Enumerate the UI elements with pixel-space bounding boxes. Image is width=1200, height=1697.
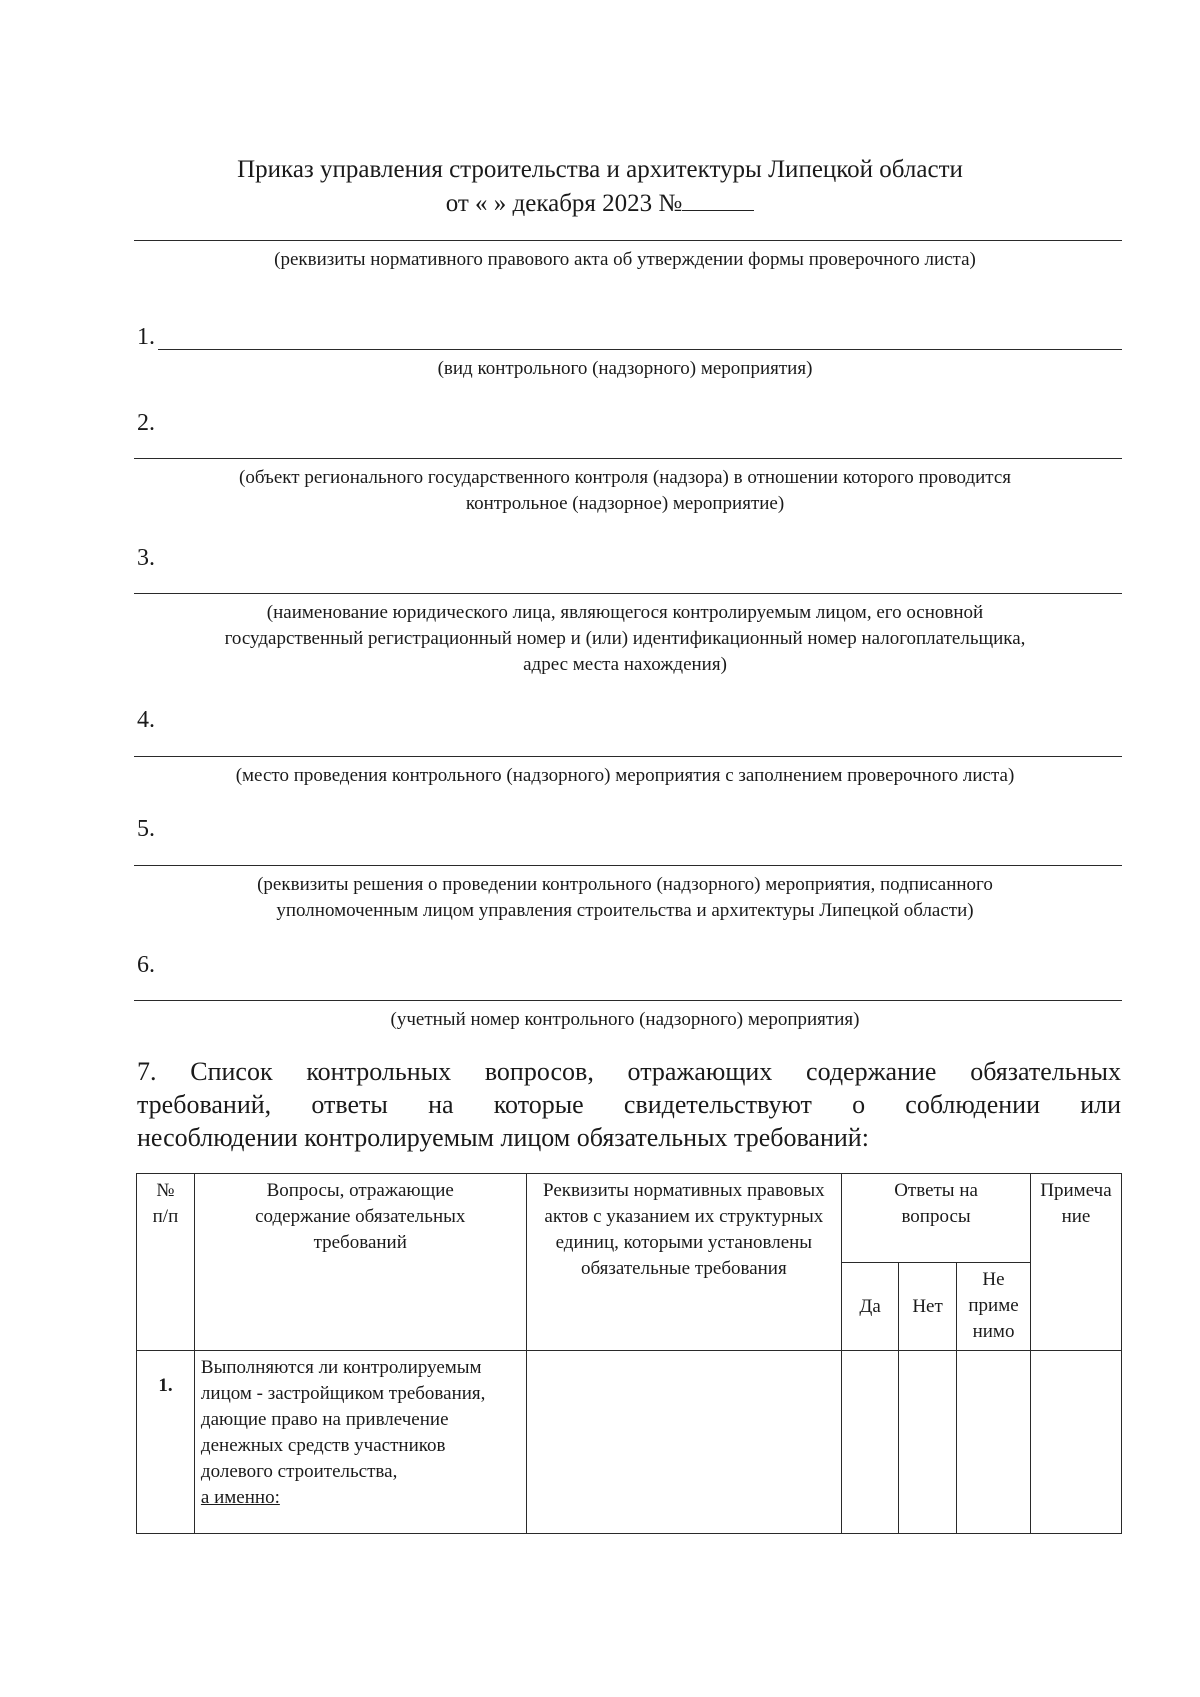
header-na-label-2: приме bbox=[968, 1295, 1019, 1316]
item-3-number: 3. bbox=[137, 545, 155, 571]
item-1-line[interactable] bbox=[158, 349, 1122, 350]
header-number-label-2: п/п bbox=[152, 1206, 179, 1227]
requisites-line[interactable] bbox=[134, 240, 1122, 241]
section-7-line-3: несоблюдении контролируемым лицом обязательных требований: bbox=[137, 1123, 869, 1152]
item-3-line[interactable] bbox=[134, 593, 1122, 594]
item-4-number: 4. bbox=[137, 707, 155, 733]
row-1-requisites-cell[interactable] bbox=[526, 1351, 842, 1534]
item-2-number: 2. bbox=[137, 410, 155, 436]
document-title: Приказ управления строительства и архитектуры Липецкой области bbox=[237, 156, 963, 183]
item-2-caption-line2: контрольное (надзорное) мероприятие) bbox=[465, 493, 785, 514]
item-3-caption-line1: (наименование юридического лица, являющегося контролируемым лицом, его основной bbox=[266, 602, 984, 623]
table-header-row-1 bbox=[137, 1174, 1122, 1263]
item-6-caption: (учетный номер контрольного (надзорного) мероприятия) bbox=[390, 1009, 860, 1030]
item-6-line[interactable] bbox=[134, 1000, 1122, 1001]
header-na-label-3: нимо bbox=[972, 1321, 1015, 1342]
header-note-label-2: ние bbox=[1061, 1206, 1091, 1227]
header-note-cell bbox=[1030, 1174, 1121, 1351]
row-1-question-text: Выполняются ли контролируемым лицом - застройщиком требования, дающие право на привлечение денежных средств участников долевого строительства, bbox=[200, 1357, 486, 1482]
header-na-label-1: Не bbox=[982, 1269, 1005, 1290]
row-1-question-underlined: а именно: bbox=[200, 1487, 280, 1508]
header-no-cell: Нет bbox=[899, 1263, 957, 1351]
item-1-caption: (вид контрольного (надзорного) мероприятия) bbox=[437, 358, 813, 379]
section-7-line-1: 7. Список контрольных вопросов, отражающих содержание обязательных bbox=[137, 1057, 1121, 1086]
header-questions-cell: Вопросы, отражающие содержание обязательных требований bbox=[194, 1174, 526, 1351]
item-4-caption: (место проведения контрольного (надзорного) мероприятия с заполнением проверочного листа) bbox=[235, 765, 1015, 786]
item-3-caption-line2: государственный регистрационный номер и (или) идентификационный номер налогоплательщика, bbox=[224, 628, 1026, 649]
header-na-cell bbox=[957, 1263, 1031, 1351]
header-yes-cell: Да bbox=[842, 1263, 899, 1351]
table-row bbox=[137, 1351, 1122, 1534]
header-requisites-cell: Реквизиты нормативных правовых актов с указанием их структурных единиц, которыми установлены обязательные требования bbox=[526, 1174, 842, 1351]
item-2-caption-line1: (объект регионального государственного контроля (надзора) в отношении которого проводится bbox=[239, 467, 1011, 488]
item-5-caption-line1: (реквизиты решения о проведении контрольного (надзорного) мероприятия, подписанного bbox=[257, 874, 993, 895]
row-1-note-cell[interactable] bbox=[1030, 1351, 1121, 1534]
date-prefix: от « » декабря 2023 № bbox=[445, 190, 683, 217]
row-1-na-cell[interactable] bbox=[957, 1351, 1031, 1534]
item-2-line[interactable] bbox=[134, 458, 1122, 459]
row-1-number-cell: 1. bbox=[137, 1351, 195, 1534]
item-5-caption-line2: уполномоченным лицом управления строительства и архитектуры Липецкой области) bbox=[276, 900, 974, 921]
header-number-label-1: № bbox=[156, 1180, 175, 1201]
item-5-number: 5. bbox=[137, 816, 155, 842]
header-note-label-1: Примеча bbox=[1040, 1180, 1112, 1201]
order-number-blank[interactable] bbox=[682, 186, 754, 211]
item-6-number: 6. bbox=[137, 952, 155, 978]
requisites-caption: (реквизиты нормативного правового акта об утверждении формы проверочного листа) bbox=[274, 249, 976, 270]
item-4-line[interactable] bbox=[134, 756, 1122, 757]
row-1-question-cell bbox=[194, 1351, 526, 1534]
item-1-number: 1. bbox=[137, 324, 155, 350]
header-answers-label-2: вопросы bbox=[901, 1206, 971, 1227]
row-1-yes-cell[interactable] bbox=[842, 1351, 899, 1534]
header-number-cell bbox=[137, 1174, 195, 1351]
item-3-caption-line3: адрес места нахождения) bbox=[523, 654, 727, 675]
section-7-line-2: требований, ответы на которые свидетельствуют о соблюдении или bbox=[137, 1090, 1121, 1119]
section-7-paragraph bbox=[137, 1055, 1121, 1154]
item-5-line[interactable] bbox=[134, 865, 1122, 866]
header-answers-cell bbox=[842, 1174, 1031, 1263]
document-date-line bbox=[0, 186, 1200, 220]
checklist-table bbox=[136, 1173, 1122, 1534]
row-1-no-cell[interactable] bbox=[899, 1351, 957, 1534]
header-answers-label-1: Ответы на bbox=[894, 1180, 978, 1201]
